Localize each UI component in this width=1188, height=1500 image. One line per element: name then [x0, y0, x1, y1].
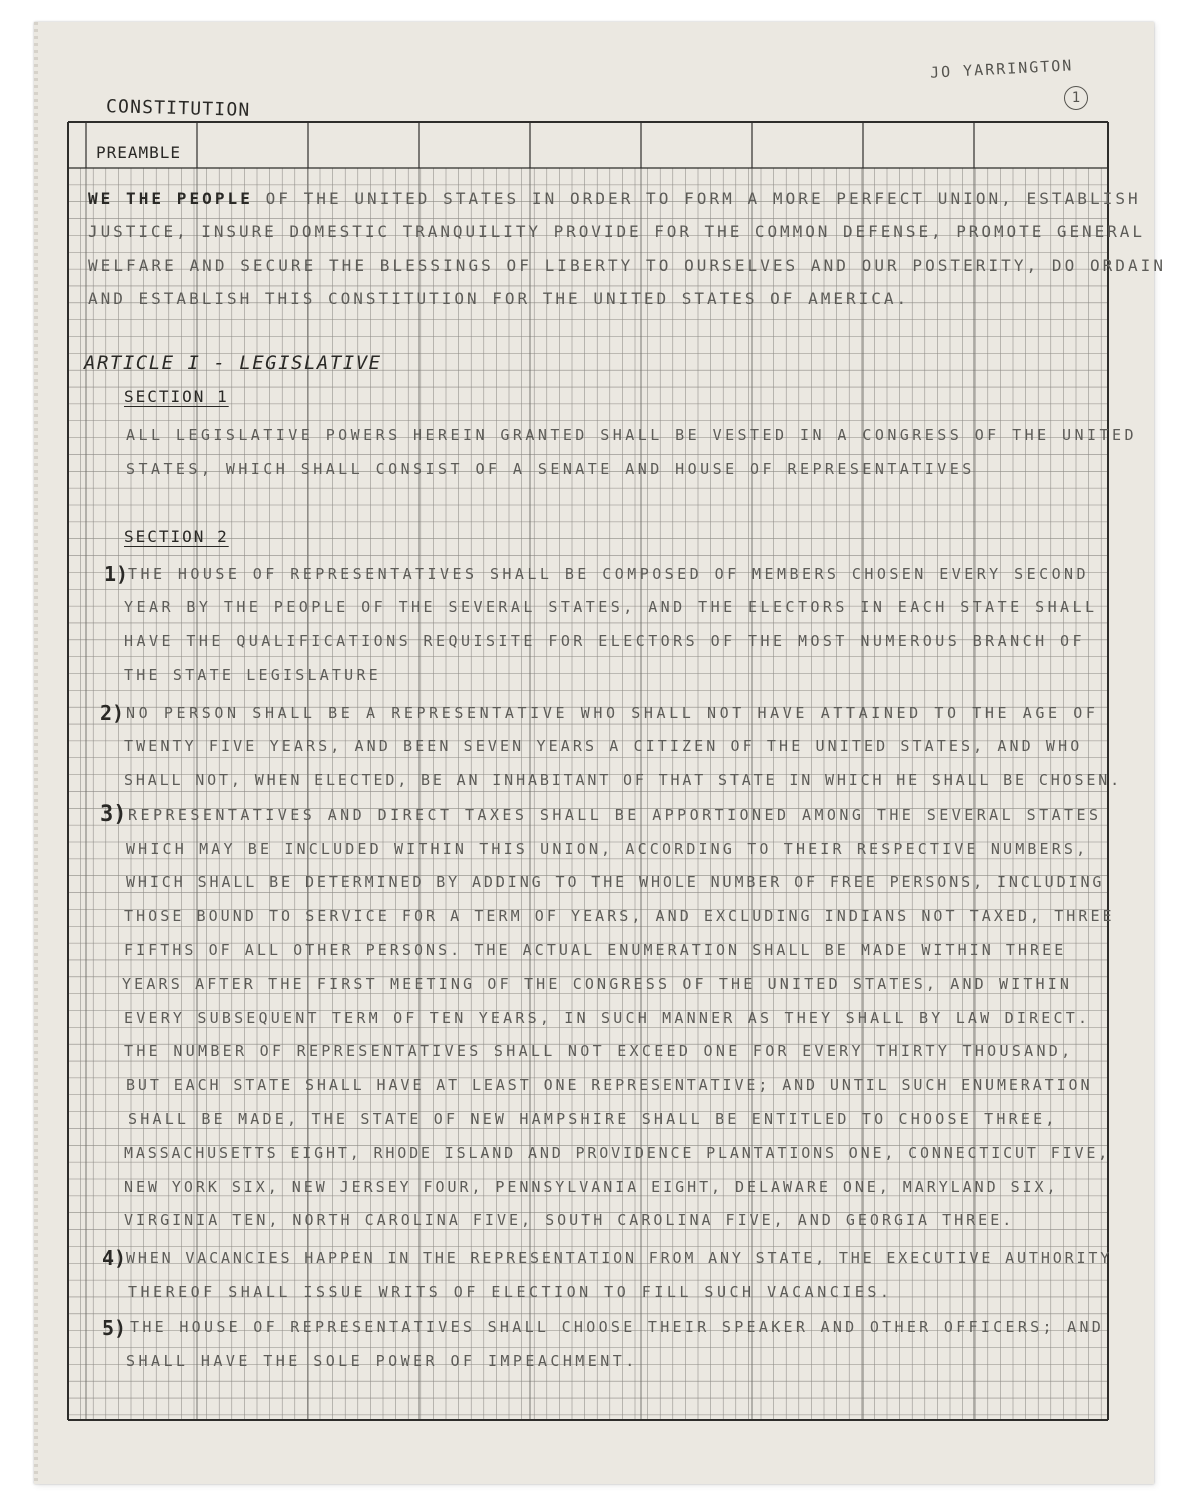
preamble-line-rest: OF THE UNITED STATES IN ORDER TO FORM A MORE PERFECT UNION, ESTABLISH: [265, 189, 1141, 208]
clause-line: WHICH SHALL BE DETERMINED BY ADDING TO THE WHOLE NUMBER OF FREE PERSONS, INCLUDING: [126, 873, 1105, 891]
clause-number: 1): [104, 562, 129, 586]
clause-line: TWENTY FIVE YEARS, AND BEEN SEVEN YEARS A CITIZEN OF THE UNITED STATES, AND WHO: [124, 737, 1083, 755]
clause-line: THEREOF SHALL ISSUE WRITS OF ELECTION TO FILL SUCH VACANCIES.: [128, 1283, 893, 1301]
clause-line: HAVE THE QUALIFICATIONS REQUISITE FOR ELECTORS OF THE MOST NUMEROUS BRANCH OF: [124, 632, 1086, 650]
clause-line: STATES, WHICH SHALL CONSIST OF A SENATE AND HOUSE OF REPRESENTATIVES: [126, 460, 975, 478]
page-number: [1064, 86, 1088, 110]
clause-line: BUT EACH STATE SHALL HAVE AT LEAST ONE REPRESENTATIVE; AND UNTIL SUCH ENUMERATION: [126, 1076, 1093, 1094]
clause-number: 3): [100, 802, 127, 827]
clause-line: YEARS AFTER THE FIRST MEETING OF THE CONGRESS OF THE UNITED STATES, AND WITHIN: [122, 975, 1073, 993]
clause-number: 5): [102, 1316, 127, 1340]
clause-line: REPRESENTATIVES AND DIRECT TAXES SHALL BE APPORTIONED AMONG THE SEVERAL STATES: [128, 806, 1102, 824]
clause-line: ALL LEGISLATIVE POWERS HEREIN GRANTED SHALL BE VESTED IN A CONGRESS OF THE UNITED: [126, 426, 1137, 444]
section-heading: SECTION 2: [124, 527, 229, 546]
preamble-line: JUSTICE, INSURE DOMESTIC TRANQUILITY PROVIDE FOR THE COMMON DEFENSE, PROMOTE GENERAL: [88, 222, 1145, 241]
clause-line: EVERY SUBSEQUENT TERM OF TEN YEARS, IN SUCH MANNER AS THEY SHALL BY LAW DIRECT.: [124, 1009, 1091, 1027]
document-title: CONSTITUTION: [105, 96, 251, 121]
preamble-line: WELFARE AND SECURE THE BLESSINGS OF LIBERTY TO OURSELVES AND OUR POSTERITY, DO ORDAIN: [88, 256, 1167, 275]
clause-number: 2): [100, 701, 125, 725]
clause-line: THE NUMBER OF REPRESENTATIVES SHALL NOT EXCEED ONE FOR EVERY THIRTY THOUSAND,: [124, 1042, 1074, 1060]
clause-line: NEW YORK SIX, NEW JERSEY FOUR, PENNSYLVANIA EIGHT, DELAWARE ONE, MARYLAND SIX,: [124, 1178, 1059, 1196]
clause-line: SHALL NOT, WHEN ELECTED, BE AN INHABITANT OF THAT STATE IN WHICH HE SHALL BE CHOSEN.: [124, 771, 1122, 789]
clause-line: THE HOUSE OF REPRESENTATIVES SHALL CHOOSE THEIR SPEAKER AND OTHER OFFICERS; AND: [130, 1318, 1105, 1336]
clause-line: THE STATE LEGISLATURE: [124, 666, 381, 684]
author-name: JO YARRINGTON: [929, 56, 1074, 82]
clause-line: YEAR BY THE PEOPLE OF THE SEVERAL STATES, AND THE ELECTORS IN EACH STATE SHALL: [124, 598, 1098, 616]
section-heading: SECTION 1: [124, 387, 229, 406]
clause-line: THOSE BOUND TO SERVICE FOR A TERM OF YEARS, AND EXCLUDING INDIANS NOT TAXED, THREE: [124, 907, 1115, 925]
preamble-line: [88, 189, 1141, 208]
clause-number: 4): [102, 1246, 127, 1270]
preamble-heading: PREAMBLE: [96, 143, 182, 162]
clause-line: SHALL HAVE THE SOLE POWER OF IMPEACHMENT.: [126, 1352, 638, 1370]
clause-line: NO PERSON SHALL BE A REPRESENTATIVE WHO SHALL NOT HAVE ATTAINED TO THE AGE OF: [126, 704, 1099, 722]
clause-line: VIRGINIA TEN, NORTH CAROLINA FIVE, SOUTH CAROLINA FIVE, AND GEORGIA THREE.: [124, 1211, 1015, 1229]
clause-line: SHALL BE MADE, THE STATE OF NEW HAMPSHIRE SHALL BE ENTITLED TO CHOOSE THREE,: [128, 1110, 1058, 1128]
article-heading: ARTICLE I - LEGISLATIVE: [84, 352, 382, 374]
clause-line: MASSACHUSETTS EIGHT, RHODE ISLAND AND PROVIDENCE PLANTATIONS ONE, CONNECTICUT FIVE,: [124, 1144, 1111, 1162]
page-number-text: 1: [1071, 90, 1081, 106]
clause-line: WHEN VACANCIES HAPPEN IN THE REPRESENTATION FROM ANY STATE, THE EXECUTIVE AUTHORITY: [126, 1249, 1113, 1267]
preamble-line: AND ESTABLISH THIS CONSTITUTION FOR THE UNITED STATES OF AMERICA.: [88, 289, 910, 308]
clause-line: FIFTHS OF ALL OTHER PERSONS. THE ACTUAL ENUMERATION SHALL BE MADE WITHIN THREE: [124, 941, 1067, 959]
clause-line: WHICH MAY BE INCLUDED WITHIN THIS UNION, ACCORDING TO THEIR RESPECTIVE NUMBERS,: [126, 840, 1089, 858]
clause-line: THE HOUSE OF REPRESENTATIVES SHALL BE COMPOSED OF MEMBERS CHOSEN EVERY SECOND: [128, 565, 1090, 583]
preamble-opening: WE THE PEOPLE: [88, 189, 253, 208]
